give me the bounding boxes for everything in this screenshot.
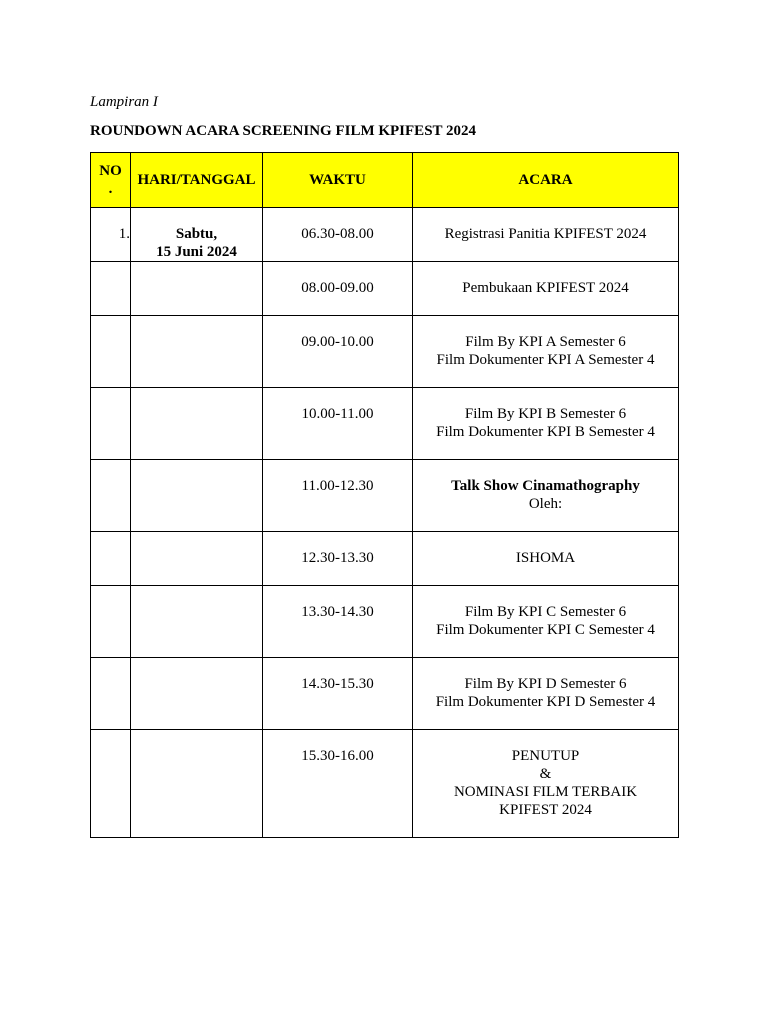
table-header-row <box>91 153 679 208</box>
header-no <box>91 153 131 208</box>
row-date: 15 Juni 2024 <box>156 244 237 260</box>
cell-time <box>263 532 413 586</box>
cell-event <box>413 658 679 730</box>
event-line: Film Dokumenter KPI A Semester 4 <box>436 352 655 368</box>
header-date: HARI/TANGGAL <box>131 153 263 208</box>
event-line: Film By KPI D Semester 6 <box>464 676 627 692</box>
event-line: NOMINASI FILM TERBAIK <box>453 784 638 800</box>
cell-date <box>131 262 263 316</box>
table-row <box>91 532 679 586</box>
cell-date <box>131 316 263 388</box>
row-number <box>91 460 130 477</box>
event-line: Film By KPI B Semester 6 <box>464 406 627 422</box>
header-time: WAKTU <box>263 153 413 208</box>
row-time: 12.30-13.30 <box>301 550 374 566</box>
cell-date <box>131 460 263 532</box>
cell-no <box>91 730 131 838</box>
row-time: 15.30-16.00 <box>301 748 374 764</box>
cell-no <box>91 262 131 316</box>
cell-time <box>263 586 413 658</box>
table-row <box>91 208 679 262</box>
row-number <box>91 658 130 675</box>
row-time: 09.00-10.00 <box>301 334 374 350</box>
cell-time <box>263 208 413 262</box>
cell-event <box>413 316 679 388</box>
event-line: KPIFEST 2024 <box>499 802 592 818</box>
cell-no <box>91 388 131 460</box>
event-line: Film By KPI C Semester 6 <box>464 604 627 620</box>
cell-no <box>91 658 131 730</box>
event-line: Oleh: <box>528 496 563 512</box>
cell-time <box>263 262 413 316</box>
event-line: Film Dokumenter KPI B Semester 4 <box>436 424 655 440</box>
row-number <box>91 388 130 405</box>
cell-no <box>91 208 131 262</box>
event-line: Pembukaan KPIFEST 2024 <box>462 280 629 296</box>
row-day: Sabtu, <box>175 226 218 242</box>
cell-event <box>413 208 679 262</box>
cell-time <box>263 730 413 838</box>
cell-event <box>413 730 679 838</box>
header-no-line1: NO <box>99 163 122 179</box>
table-row <box>91 262 679 316</box>
cell-date <box>131 658 263 730</box>
cell-date <box>131 208 263 262</box>
cell-time <box>263 388 413 460</box>
row-number <box>91 586 130 603</box>
cell-no <box>91 316 131 388</box>
row-time: 11.00-12.30 <box>301 478 374 494</box>
cell-date <box>131 730 263 838</box>
event-line: PENUTUP <box>511 748 580 764</box>
row-time: 06.30-08.00 <box>301 226 374 242</box>
cell-date <box>131 532 263 586</box>
row-time: 13.30-14.30 <box>301 604 374 620</box>
cell-no <box>91 532 131 586</box>
row-time: 10.00-11.00 <box>301 406 374 422</box>
cell-no <box>91 460 131 532</box>
event-line: Film Dokumenter KPI D Semester 4 <box>435 694 656 710</box>
row-number <box>91 532 130 549</box>
row-time: 14.30-15.30 <box>301 676 374 692</box>
event-line: Registrasi Panitia KPIFEST 2024 <box>444 226 647 242</box>
table-row <box>91 658 679 730</box>
cell-event <box>413 262 679 316</box>
event-line: Talk Show Cinamathography <box>451 478 640 494</box>
cell-time <box>263 460 413 532</box>
row-number: 1. <box>118 226 130 242</box>
cell-date <box>131 586 263 658</box>
row-number <box>91 730 130 747</box>
cell-time <box>263 658 413 730</box>
event-line: ISHOMA <box>515 550 576 566</box>
rundown-body <box>91 208 679 838</box>
document-title: ROUNDOWN ACARA SCREENING FILM KPIFEST 2024 <box>90 123 477 139</box>
cell-time <box>263 316 413 388</box>
table-row <box>91 586 679 658</box>
cell-event <box>413 532 679 586</box>
row-time: 08.00-09.00 <box>301 280 374 296</box>
event-line: & <box>539 766 552 782</box>
table-row <box>91 388 679 460</box>
cell-no <box>91 586 131 658</box>
cell-event <box>413 586 679 658</box>
event-line: Film By KPI A Semester 6 <box>465 334 626 350</box>
row-number <box>91 262 130 279</box>
attachment-label: Lampiran I <box>90 94 158 110</box>
event-line: Film Dokumenter KPI C Semester 4 <box>436 622 655 638</box>
cell-event <box>413 388 679 460</box>
table-row <box>91 730 679 838</box>
row-number <box>91 316 130 333</box>
cell-date <box>131 388 263 460</box>
table-row <box>91 460 679 532</box>
header-no-line2: . <box>108 181 113 197</box>
table-row <box>91 316 679 388</box>
rundown-table <box>90 152 679 838</box>
cell-event <box>413 460 679 532</box>
header-event: ACARA <box>413 153 679 208</box>
